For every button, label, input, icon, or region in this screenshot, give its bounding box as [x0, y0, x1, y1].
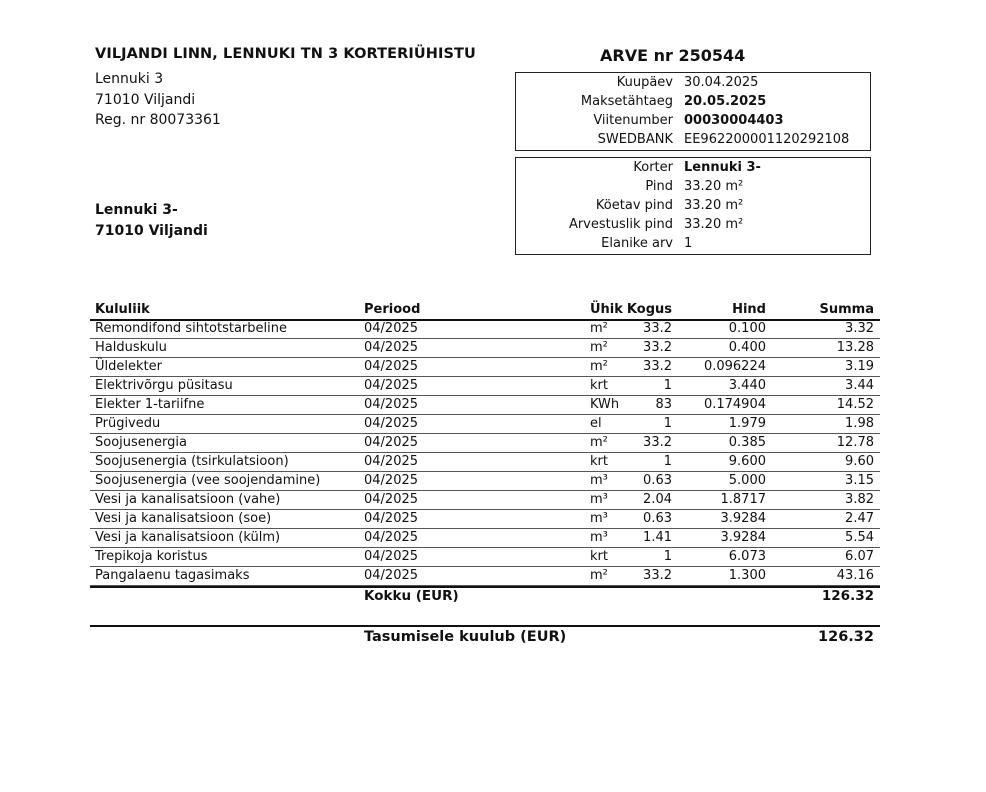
cell-name: Prügivedu [95, 416, 161, 431]
cell-name: Pangalaenu tagasimaks [95, 568, 250, 583]
apartment-field-value: 33.20 m² [684, 179, 744, 194]
table-row [90, 415, 880, 434]
cell-name: Vesi ja kanalisatsioon (külm) [95, 530, 281, 545]
cell-period: 04/2025 [364, 511, 419, 526]
table-total-divider [90, 586, 880, 588]
cell-sum: 3.32 [845, 321, 874, 336]
apartment-field-row [516, 177, 870, 196]
cell-qty: 0.63 [643, 473, 672, 488]
cell-period: 04/2025 [364, 530, 419, 545]
cell-period: 04/2025 [364, 568, 419, 583]
cell-price: 0.174904 [703, 397, 766, 412]
apartment-field-label: Pind [645, 179, 673, 194]
invoice-field-row [516, 92, 870, 111]
table-row [90, 472, 880, 491]
cell-name: Soojusenergia [95, 435, 187, 450]
cell-period: 04/2025 [364, 378, 419, 393]
apartment-field-row [516, 215, 870, 234]
cell-qty: 83 [655, 397, 672, 412]
cell-unit: m² [590, 359, 608, 374]
invoice-field-row [516, 73, 870, 92]
cell-qty: 0.63 [643, 511, 672, 526]
cell-name: Elekter 1-tariifne [95, 397, 205, 412]
cell-price: 3.9284 [720, 530, 766, 545]
cell-sum: 13.28 [836, 340, 874, 355]
cell-price: 6.073 [728, 549, 766, 564]
header-period: Periood [364, 302, 421, 317]
cell-price: 3.440 [728, 378, 766, 393]
cell-sum: 5.54 [845, 530, 874, 545]
invoice-field-value: 00030004403 [684, 113, 784, 128]
apartment-details-box [515, 157, 871, 255]
cell-qty: 1 [663, 416, 672, 431]
cell-sum: 2.47 [845, 511, 874, 526]
cell-qty: 2.04 [643, 492, 672, 507]
invoice-field-value: 30.04.2025 [684, 75, 759, 90]
apartment-field-label: Köetav pind [595, 198, 673, 213]
cell-period: 04/2025 [364, 397, 419, 412]
invoice-title [600, 46, 745, 65]
apartment-field-value: 33.20 m² [684, 217, 744, 232]
invoice-field-value: 20.05.2025 [684, 94, 767, 109]
invoice-title-label: ARVE nr [600, 46, 673, 65]
invoice-number: 250544 [678, 46, 746, 65]
apartment-field-value: 33.20 m² [684, 198, 744, 213]
cell-period: 04/2025 [364, 549, 419, 564]
cell-qty: 1 [663, 378, 672, 393]
apartment-field-row [516, 158, 870, 177]
cell-unit: m² [590, 340, 608, 355]
cell-name: Soojusenergia (tsirkulatsioon) [95, 454, 289, 469]
cell-sum: 14.52 [836, 397, 874, 412]
table-row [90, 567, 880, 586]
cell-price: 0.385 [728, 435, 766, 450]
payable-label: Tasumisele kuulub (EUR) [364, 629, 567, 645]
payable-value: 126.32 [818, 629, 874, 645]
header-unit: Ühik [590, 302, 623, 317]
cell-price: 0.096224 [703, 359, 766, 374]
cell-sum: 1.98 [845, 416, 874, 431]
invoice-field-label: SWEDBANK [597, 132, 673, 147]
invoice-field-row [516, 130, 870, 149]
cell-price: 0.400 [728, 340, 766, 355]
cell-qty: 33.2 [643, 435, 672, 450]
cell-qty: 1 [663, 549, 672, 564]
cell-price: 9.600 [728, 454, 766, 469]
recipient-address-line1: Lennuki 3- [95, 202, 178, 218]
cell-period: 04/2025 [364, 359, 419, 374]
apartment-field-label: Korter [633, 160, 673, 175]
cell-price: 5.000 [728, 473, 766, 488]
cell-qty: 33.2 [643, 340, 672, 355]
recipient-address-line2: 71010 Viljandi [95, 223, 208, 239]
cell-period: 04/2025 [364, 416, 419, 431]
cell-sum: 9.60 [845, 454, 874, 469]
cell-name: Elektrivõrgu püsitasu [95, 378, 233, 393]
table-row [90, 320, 880, 339]
cell-unit: krt [590, 454, 608, 469]
table-row [90, 339, 880, 358]
table-row [90, 434, 880, 453]
cell-period: 04/2025 [364, 321, 419, 336]
cell-sum: 43.16 [836, 568, 874, 583]
table-row [90, 510, 880, 529]
payable-divider [90, 625, 880, 627]
cell-name: Remondifond sihtotstarbeline [95, 321, 287, 336]
invoice-field-label: Maksetähtaeg [580, 94, 673, 109]
cell-qty: 33.2 [643, 321, 672, 336]
header-price: Hind [732, 302, 766, 317]
charges-table-header [90, 301, 880, 319]
cell-sum: 3.44 [845, 378, 874, 393]
header-name: Kululiik [95, 302, 150, 317]
cell-qty: 1.41 [643, 530, 672, 545]
table-row [90, 491, 880, 510]
cell-unit: m² [590, 321, 608, 336]
cell-name: Vesi ja kanalisatsioon (vahe) [95, 492, 281, 507]
cell-unit: m² [590, 568, 608, 583]
cell-unit: m³ [590, 511, 608, 526]
organization-address-line1: Lennuki 3 [95, 71, 164, 87]
cell-unit: m³ [590, 473, 608, 488]
cell-unit: krt [590, 549, 608, 564]
apartment-field-label: Elanike arv [601, 236, 673, 251]
cell-price: 1.979 [728, 416, 766, 431]
cell-unit: m² [590, 435, 608, 450]
apartment-field-label: Arvestuslik pind [568, 217, 673, 232]
cell-name: Trepikoja koristus [95, 549, 208, 564]
apartment-field-value: Lennuki 3- [684, 160, 761, 175]
header-sum: Summa [819, 302, 874, 317]
invoice-details-box [515, 72, 871, 151]
table-row [90, 529, 880, 548]
table-row [90, 377, 880, 396]
table-row [90, 453, 880, 472]
total-value: 126.32 [821, 588, 874, 604]
cell-price: 0.100 [728, 321, 766, 336]
cell-sum: 3.15 [845, 473, 874, 488]
table-row [90, 548, 880, 567]
invoice-field-label: Kuupäev [616, 75, 673, 90]
apartment-field-row [516, 196, 870, 215]
cell-unit: m³ [590, 492, 608, 507]
cell-unit: KWh [590, 397, 620, 412]
cell-price: 1.300 [728, 568, 766, 583]
table-row [90, 358, 880, 377]
organization-reg-no: Reg. nr 80073361 [95, 112, 221, 128]
cell-qty: 33.2 [643, 568, 672, 583]
cell-qty: 33.2 [643, 359, 672, 374]
cell-sum: 6.07 [845, 549, 874, 564]
header-qty: Kogus [626, 302, 672, 317]
total-label: Kokku (EUR) [364, 588, 459, 604]
cell-price: 3.9284 [720, 511, 766, 526]
organization-address-line2: 71010 Viljandi [95, 92, 196, 108]
invoice-field-row [516, 111, 870, 130]
cell-unit: el [590, 416, 602, 431]
cell-period: 04/2025 [364, 492, 419, 507]
cell-name: Üldelekter [95, 359, 162, 374]
cell-sum: 12.78 [836, 435, 874, 450]
cell-unit: krt [590, 378, 608, 393]
cell-name: Vesi ja kanalisatsioon (soe) [95, 511, 272, 526]
cell-unit: m³ [590, 530, 608, 545]
cell-sum: 3.19 [845, 359, 874, 374]
organization-name: VILJANDI LINN, LENNUKI TN 3 KORTERIÜHISTU [95, 46, 476, 62]
table-row [90, 396, 880, 415]
cell-period: 04/2025 [364, 435, 419, 450]
cell-period: 04/2025 [364, 473, 419, 488]
cell-period: 04/2025 [364, 340, 419, 355]
cell-qty: 1 [663, 454, 672, 469]
invoice-field-value: EE962200001120292108 [684, 132, 850, 147]
invoice-field-label: Viitenumber [593, 113, 673, 128]
cell-sum: 3.82 [845, 492, 874, 507]
cell-price: 1.8717 [720, 492, 766, 507]
apartment-field-value: 1 [684, 236, 693, 251]
cell-name: Soojusenergia (vee soojendamine) [95, 473, 321, 488]
apartment-field-row [516, 234, 870, 253]
cell-name: Halduskulu [95, 340, 167, 355]
cell-period: 04/2025 [364, 454, 419, 469]
